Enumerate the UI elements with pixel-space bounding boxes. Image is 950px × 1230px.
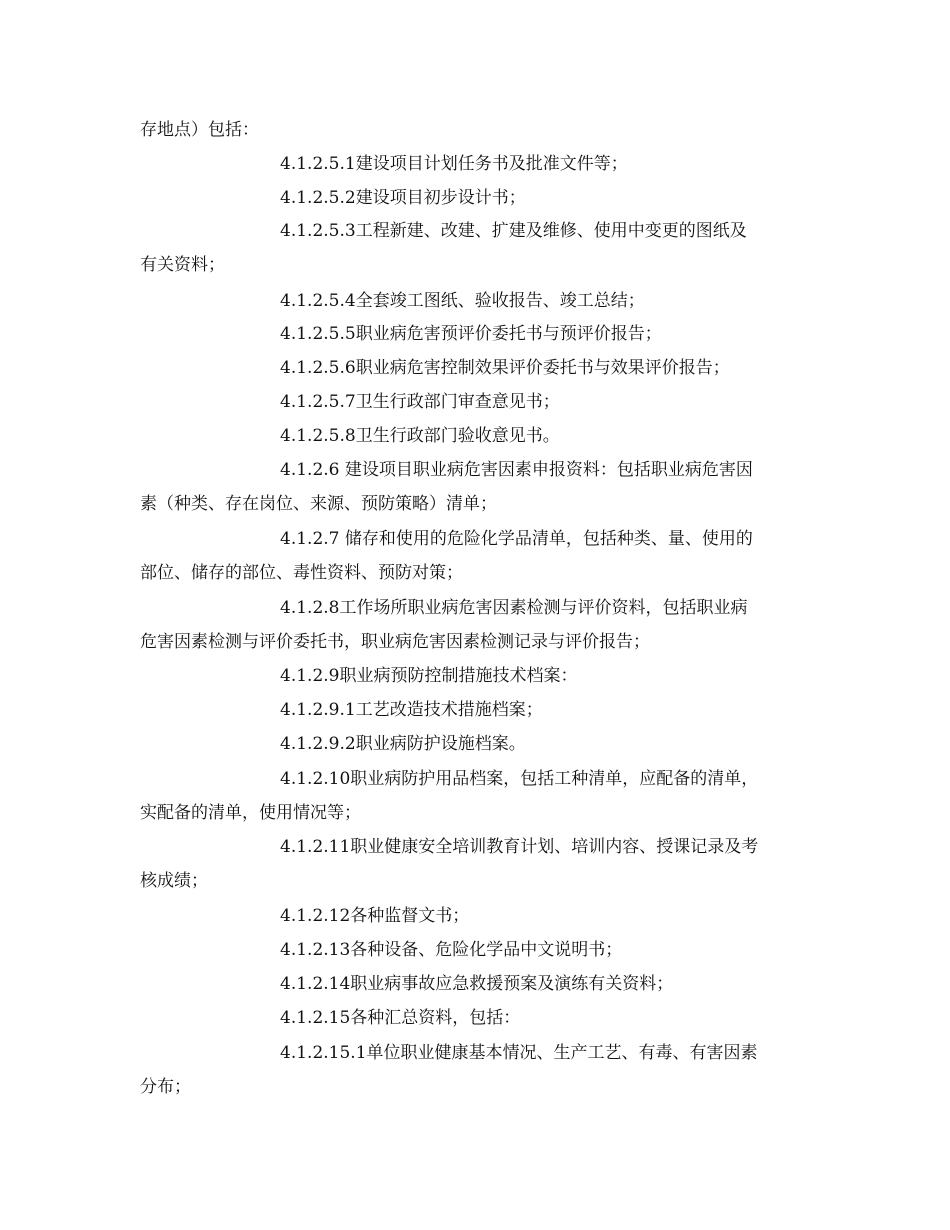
text-line: 4.1.2.15.1单位职业健康基本情况、生产工艺、有毒、有害因素 xyxy=(280,1043,758,1063)
text-line: 4.1.2.6 建设项目职业病危害因素申报资料：包括职业病危害因 xyxy=(280,460,753,480)
text-line: 4.1.2.12各种监督文书； xyxy=(280,906,470,926)
text-line: 4.1.2.7 储存和使用的危险化学品清单，包括种类、量、使用的 xyxy=(280,529,753,549)
text-line: 危害因素检测与评价委托书，职业病危害因素检测记录与评价报告； xyxy=(140,632,650,652)
text-line: 分布； xyxy=(140,1077,191,1097)
text-line: 4.1.2.5.6职业病危害控制效果评价委托书与效果评价报告； xyxy=(280,358,730,378)
text-line: 4.1.2.5.8卫生行政部门验收意见书。 xyxy=(280,426,560,446)
text-line: 4.1.2.11职业健康安全培训教育计划、培训内容、授课记录及考 xyxy=(280,837,759,857)
text-line: 4.1.2.5.5职业病危害预评价委托书与预评价报告； xyxy=(280,324,662,344)
text-line: 存地点）包括： xyxy=(140,120,259,140)
text-line: 4.1.2.15各种汇总资料，包括： xyxy=(280,1008,521,1028)
text-line: 4.1.2.5.1建设项目计划任务书及批准文件等； xyxy=(280,154,628,174)
text-line: 4.1.2.8工作场所职业病危害因素检测与评价资料，包括职业病 xyxy=(280,598,748,618)
text-line: 4.1.2.5.3工程新建、改建、扩建及维修、使用中变更的图纸及 xyxy=(280,221,747,241)
text-line: 4.1.2.5.2建设项目初步设计书； xyxy=(280,188,526,208)
text-line: 4.1.2.13各种设备、危险化学品中文说明书； xyxy=(280,940,623,960)
text-line: 有关资料； xyxy=(140,255,225,275)
text-line: 核成绩； xyxy=(140,871,208,891)
text-line: 4.1.2.14职业病事故应急救援预案及演练有关资料； xyxy=(280,974,674,994)
text-line: 实配备的清单，使用情况等； xyxy=(140,803,361,823)
text-line: 4.1.2.9.1工艺改造技术措施档案； xyxy=(280,700,543,720)
text-line: 4.1.2.10职业病防护用品档案，包括工种清单，应配备的清单， xyxy=(280,769,759,789)
text-line: 素（种类、存在岗位、来源、预防策略）清单； xyxy=(140,494,497,514)
text-line: 4.1.2.9.2职业病防护设施档案。 xyxy=(280,734,526,754)
text-line: 部位、储存的部位、毒性资料、预防对策； xyxy=(140,563,463,583)
text-line: 4.1.2.5.4全套竣工图纸、验收报告、竣工总结； xyxy=(280,291,645,311)
text-line: 4.1.2.9职业病预防控制措施技术档案： xyxy=(280,666,578,686)
text-line: 4.1.2.5.7卫生行政部门审查意见书； xyxy=(280,392,560,412)
